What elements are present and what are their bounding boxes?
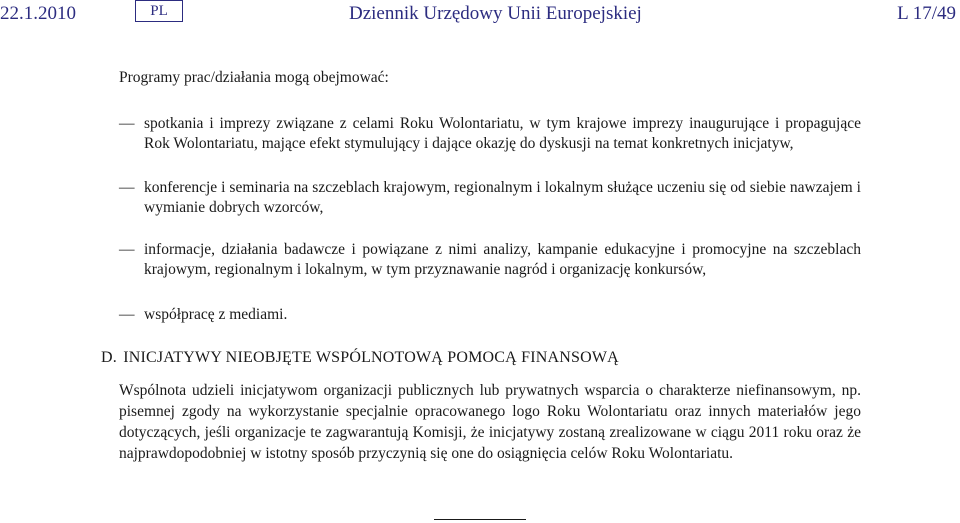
language-badge: PL	[135, 0, 183, 22]
footer-rule	[434, 519, 526, 520]
list-item-text: informacje, działania badawcze i powiązane z nimi analizy, kampanie edukacyjne i promocyjne na szczeblach krajowym, regionalnym i lokalnym, w tym przyznawanie nagród i organizację konkursów,	[144, 241, 861, 278]
section-heading	[101, 349, 619, 367]
section-title: INICJATYWY NIEOBJĘTE WSPÓLNOTOWĄ POMOCĄ FINANSOWĄ	[123, 349, 619, 366]
list-item	[119, 240, 861, 280]
list-item-text: spotkania i imprezy związane z celami Roku Wolontariatu, w tym krajowe imprezy inaugurujące i propagujące Rok Wolontariatu, mające efekt stymulujący i dające okazję do dyskusji na temat konkretnych inicjatyw,	[144, 115, 861, 152]
intro-text: Programy prac/działania mogą obejmować:	[119, 69, 389, 86]
page-reference: L 17/49	[897, 3, 956, 24]
journal-title: Dziennik Urzędowy Unii Europejskiej	[349, 3, 642, 24]
section-letter: D.	[101, 349, 117, 366]
list-item-text: konferencje i seminaria na szczeblach krajowym, regionalnym i lokalnym służące uczeniu się od siebie nawzajem i wymianie dobrych wzorców,	[144, 179, 861, 216]
list-item	[119, 305, 861, 325]
list-item	[119, 114, 861, 154]
section-paragraph: Wspólnota udzieli inicjatywom organizacji publicznych lub prywatnych wsparcia o charakterze niefinansowym, np. pisemnej zgody na wykorzystanie specjalnie opracowanego logo Roku Wolontariatu oraz innych materiałów jego dotyczących, jeśli organizacje te zagwarantują Komisji, że inicjatywy zostaną zrealizowane w ciągu 2011 roku oraz że najprawdopodobniej w istotny sposób przyczynią się one do osiągnięcia celów Roku Wolontariatu.	[119, 382, 861, 462]
list-item	[119, 178, 861, 218]
dash-bullet: —	[119, 179, 135, 196]
dash-bullet: —	[119, 115, 135, 132]
dash-bullet: —	[119, 306, 135, 323]
list-item-text: współpracę z mediami.	[144, 306, 288, 323]
dash-bullet: —	[119, 241, 135, 258]
page-header	[0, 0, 960, 34]
publication-date: 22.1.2010	[0, 3, 76, 24]
